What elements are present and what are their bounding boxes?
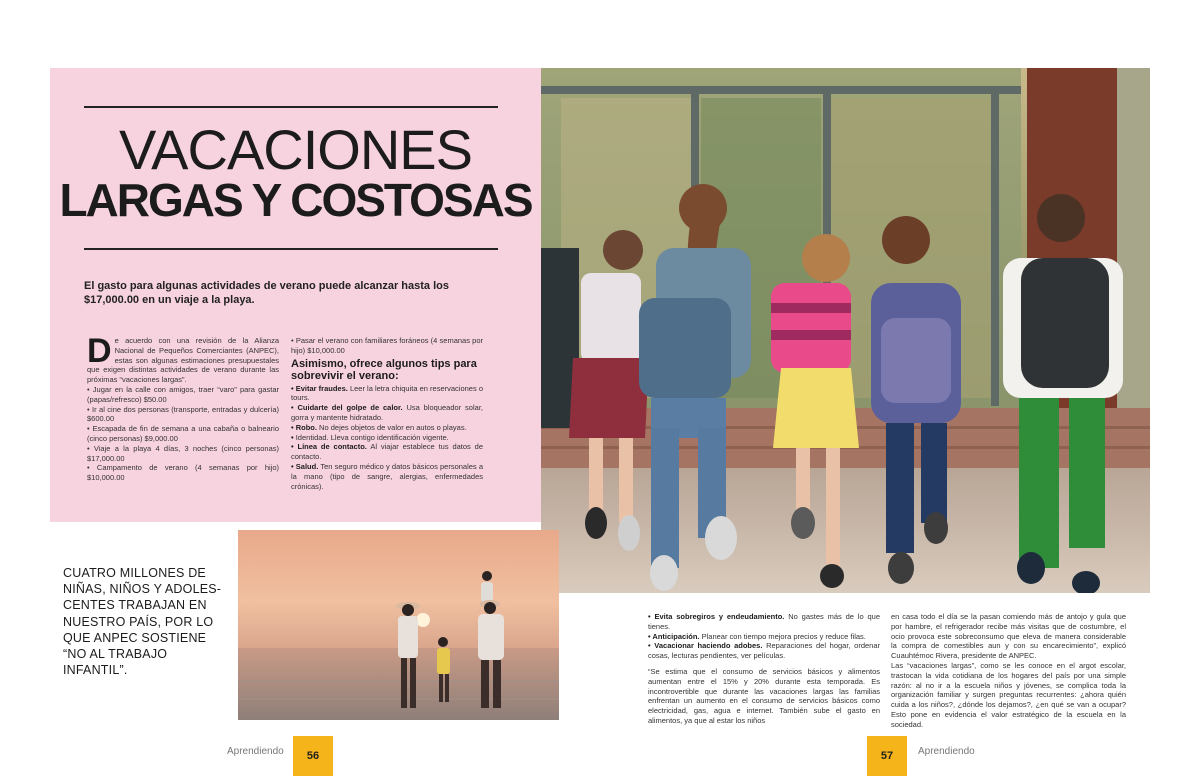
body-column-3 [648,612,880,732]
folio-label-left: Aprendiendo [227,746,284,757]
pull-quote: CUATRO MILLONES DE NIÑAS, NIÑOS Y ADOLES-CENTES TRABAJAN EN NUESTRO PAÍS, POR LO QUE ANPEC SOSTIENE “NO AL TRABAJO INFANTIL”. [63,566,222,678]
budget-item: • Jugar en la calle con amigos, traer “varo” para gastar (papas/refresco) $50.00 [87,384,279,404]
article-subtitle: El gasto para algunas actividades de verano puede alcanzar hasta los $17,000.00 en un viaje a la playa. [84,280,449,306]
body-paragraph: en casa todo el día se la pasan comiendo más de antojo y gula que por hambre, el refrigerador recibe más visitas que de costumbre, el ocio provoca este sobreconsumo que eleva de manera considerable la compra de comestibles aun y con su encarecimiento”, explicó Cuauhtémoc Rivera, presidente de ANPEC. [891,612,1126,661]
budget-item: • Ir al cine dos personas (transporte, entradas y dulcería) $600.00 [87,404,279,424]
budget-item: • Escapada de fin de semana a una cabaña o balneario (cinco personas) $9,000.00 [87,424,279,443]
folio-label-right: Aprendiendo [918,746,975,757]
dropcap: D [87,332,112,370]
body-column-2 [291,336,483,491]
tip-item: • Salud. Ten seguro médico y datos básicos personales a la mano (tipo de sangre, alergias, enfermedades crónicas). [291,461,484,491]
article-title-line1: VACACIONES [118,118,473,181]
body-column-1 [87,332,279,483]
budget-item: • Pasar el verano con familiares foráneos (4 semanas por hijo) $10,000.00 [291,336,483,355]
tip-item: • Robo. No dejes objetos de valor en autos o playas. [291,422,467,432]
body-paragraph: Las “vacaciones largas”, como se les conoce en el argot escolar, trastocan la vida cotidiana de los hogares del país por una simple razón: al no ir a la escuela niños y jóvenes, se complica toda la organización familiar y surgen preguntas recurrentes: ¿ahora quién cuida a los niños?, ¿dónde los dejamos?, ¿en qué se van a ocupar? Esto pone en evidencia el valor estratégico de la escuela en la sociedad. [891,660,1126,729]
title-top-rule [84,106,498,108]
budget-item: • Viaje a la playa 4 días, 3 noches (cinco personas) $17,000.00 [87,443,279,463]
body-column-4 [891,612,1126,730]
budget-item: • Campamento de verano (4 semanas por hijo) $10,000.00 [87,463,279,483]
article-title-line2: LARGAS Y COSTOSAS [59,174,532,226]
tip-item: • Identidad. Lleva contigo identificación vigente. [291,432,449,442]
tip-item: • Evitar fraudes. Leer la letra chiquita en reservaciones o tours. [291,383,483,403]
body-paragraph: “Se estima que el consumo de servicios básicos y alimentos aumentan entre el 15% y 20% durante esta temporada. Es incontrovertible que durante las vacaciones largas las familias enfrentan un aumento en el consumo de servicios básicos como electricidad, gas, agua e internet. También sube el gasto en alimentos, ya que al estar los niños [648,666,880,725]
family-beach-photo [238,530,559,720]
title-bottom-rule [84,248,498,250]
tip-item: • Cuidarte del golpe de calor. Usa bloqueador solar, gorra y mantente hidratado. [291,403,483,422]
children-running-photo [541,68,1150,593]
page-number-left: 56 [293,736,333,776]
page-number-right: 57 [867,736,907,776]
tip-item: • Línea de contacto. Al viajar establece tus datos de contacto. [291,442,483,462]
tip-item: • Evita sobregiros y endeudamiento. No gastes más de lo que tienes. • Anticipación. Planear con tiempo mejora precios y reduce filas. • Vacacionar haciendo adobes. Reparaciones del hogar, ordenar cosas, lecturas pendientes, ver películas. [648,612,881,661]
intro-paragraph: De acuerdo con una revisión de la Alianza Nacional de Pequeños Comerciantes (ANPEC), estas son algunas estimaciones presupuestales que exigen distintas actividades de verano durante las próximas “vacaciones largas”. [87,332,279,385]
tips-heading: Asimismo, ofrece algunos tips para sobrevivir el verano: [291,357,477,382]
